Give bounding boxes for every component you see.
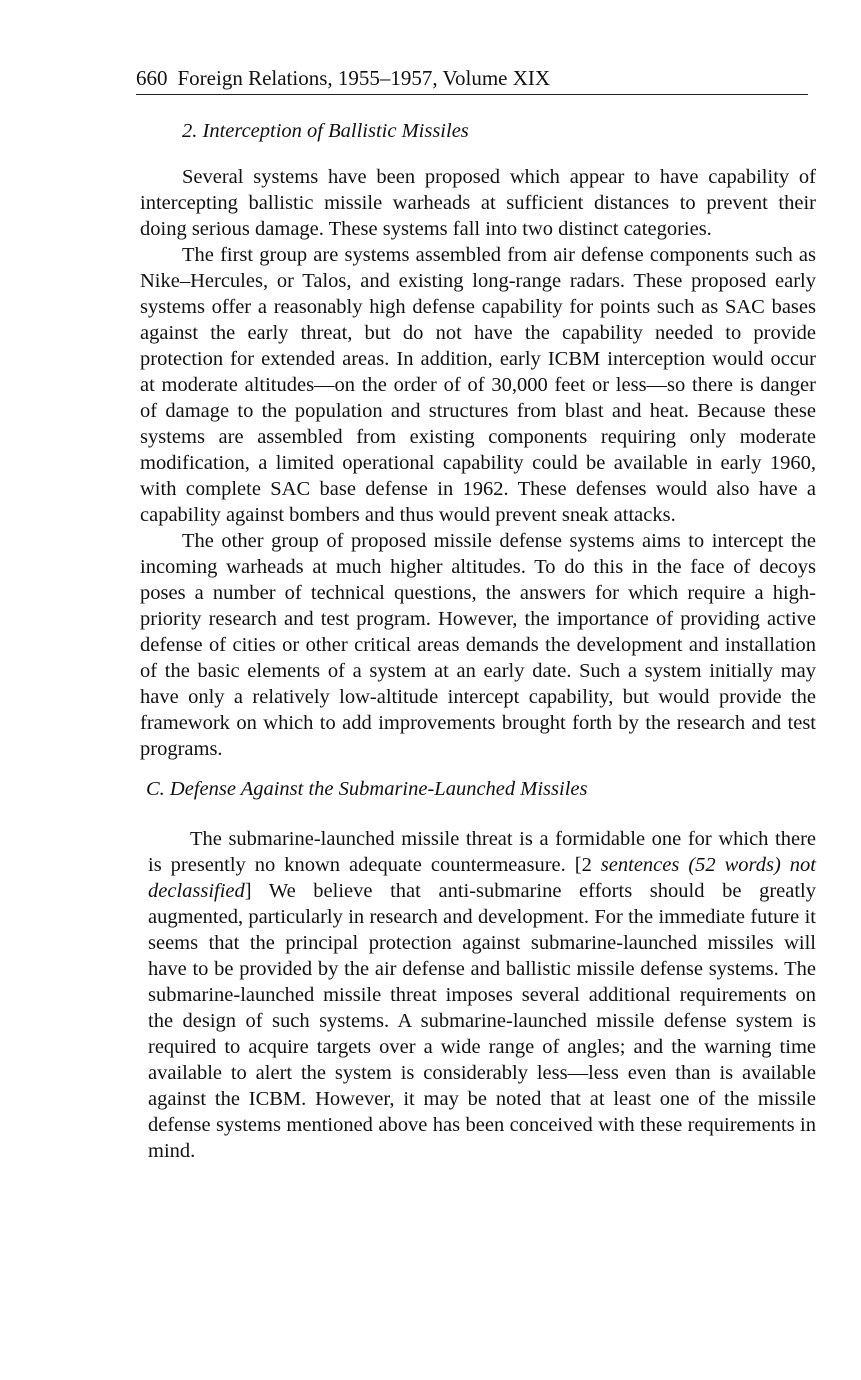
- body-text: [140, 118, 816, 1164]
- paragraph-4-start: The submarine-launched missile threat is a formidable one for which there is presently no known adequate countermeasure. [: [148, 828, 816, 876]
- redaction-number: 2: [581, 854, 592, 876]
- redaction-note: sentences (52 words) not declassified: [148, 854, 816, 902]
- volume-title: Foreign Relations, 1955–1957, Volume XIX: [177, 66, 551, 90]
- paragraph-2: The first group are systems assembled from air defense components such as Nike–Hercules, or Talos, and existing long-range radars. These proposed early systems offer a reasonably high defense capability for points such as SAC bases against the early threat, but do not have the capability needed to provide protection for extended areas. In addition, early ICBM interception would occur at moderate altitudes—on the order of of 30,000 feet or less—so there is danger of damage to the population and structures from blast and heat. Because these systems are assembled from existing components requiring only moderate modification, a limited operational capability could be available in early 1960, with complete SAC base defense in 1962. These defenses would also have a capability against bombers and thus would prevent sneak attacks.: [140, 244, 816, 526]
- running-head: [136, 66, 808, 95]
- section-heading-submarine: C. Defense Against the Submarine-Launched Missiles: [146, 778, 588, 800]
- paragraph-4: [148, 826, 816, 1164]
- paragraph-3: The other group of proposed missile defense systems aims to intercept the incoming warheads at much higher altitudes. To do this in the face of decoys poses a number of technical questions, the answers for which require a high-priority research and test program. However, the importance of providing active defense of cities or other critical areas demands the development and installation of the basic elements of a system at an early date. Such a system initially may have only a relatively low-altitude intercept capability, but would provide the framework on which to add improvements brought forth by the research and test programs.: [140, 530, 816, 760]
- section-heading-interception: 2. Interception of Ballistic Missiles: [182, 120, 469, 142]
- submarine-section: [140, 826, 816, 1164]
- paragraph-1: Several systems have been proposed which appear to have capability of intercepting ballistic missile warheads at sufficient distances to prevent their doing serious damage. These systems fall into two distinct categories.: [140, 166, 816, 240]
- paragraph-4-end: ] We believe that anti-submarine efforts should be greatly augmented, particularly in research and development. For the immediate future it seems that the principal protection against submarine-launched missiles will have to be provided by the air defense and ballistic missile defense systems. The submarine-launched missile threat imposes several additional requirements on the design of such systems. A submarine-launched missile defense system is required to acquire targets over a wide range of angles; and the warning time available to alert the system is considerably less—less even than is available against the ICBM. However, it may be noted that at least one of the missile defense systems mentioned above has been conceived with these requirements in mind.: [148, 880, 816, 1162]
- page-number: 660: [136, 66, 168, 90]
